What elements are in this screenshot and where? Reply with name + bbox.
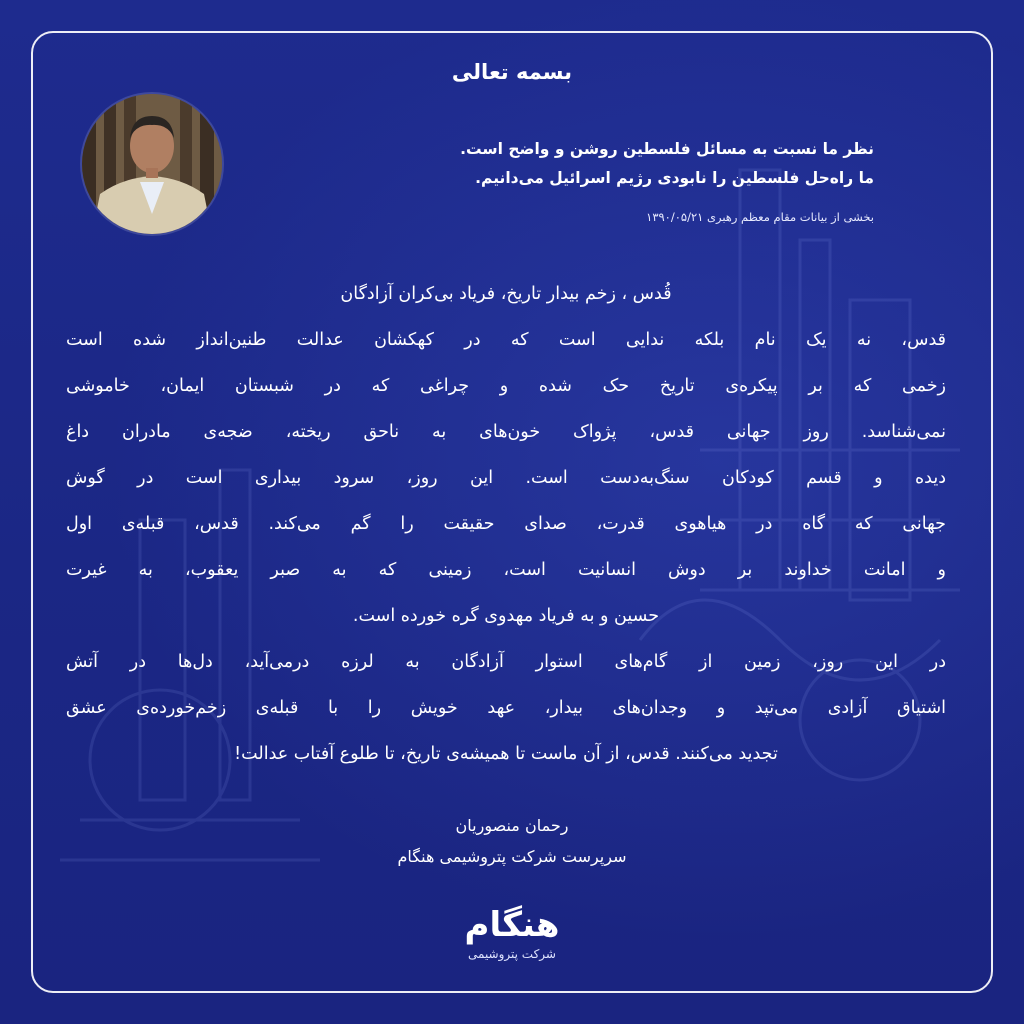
logo-subtitle: شرکت پتروشیمی xyxy=(468,947,556,961)
body-line: و امانت خداوند بر دوش انسانیت است، زمینی که به صبر یعقوب، به غیرت xyxy=(66,560,946,580)
body-heading: قُدس ، زخم بیدار تاریخ، فریاد بی‌کران آزادگان xyxy=(340,284,672,304)
signature-name: رحمان منصوریان xyxy=(455,816,569,835)
body-line: دیده و قسم کودکان سنگ‌به‌دست است. این روز، سرود بیداری است در گوش xyxy=(66,468,946,488)
quote-source: بخشی از بیانات مقام معظم رهبری ۱۳۹۰/۰۵/۲۱ xyxy=(646,210,874,224)
body-line: جهانی که گاه در هیاهوی قدرت، صدای حقیقت را گم می‌کند. قدس، قبله‌ی اول xyxy=(66,514,946,534)
leader-quote xyxy=(354,135,874,193)
company-logo xyxy=(412,905,612,961)
body-line: تجدید می‌کنند. قدس، از آن ماست تا همیشه‌ی تاریخ، تا طلوع آفتاب عدالت! xyxy=(234,744,778,764)
signature-title: سرپرست شرکت پتروشیمی هنگام xyxy=(397,847,627,866)
avatar xyxy=(82,94,222,234)
quote-line: ما راه‌حل فلسطین را نابودی رژیم اسرائیل می‌دانیم. xyxy=(475,169,874,187)
body-line: حسین و به فریاد مهدوی گره خورده است. xyxy=(352,606,660,626)
quote-line: نظر ما نسبت به مسائل فلسطین روشن و واضح است. xyxy=(460,140,874,158)
body-line: قدس، نه یک نام بلکه ندایی است که در کهکشان عدالت طنین‌انداز شده است xyxy=(66,330,946,350)
body-line: اشتیاق آزادی می‌تپد و وجدان‌های بیدار، عهد خویش را با قبله‌ی زخم‌خورده‌ی عشق xyxy=(66,698,946,718)
body-line: نمی‌شناسد. روز جهانی قدس، پژواک خون‌های به ناحق ریخته، ضجه‌ی مادران داغ xyxy=(66,422,946,442)
body-line: زخمی که بر پیکره‌ی تاریخ حک شده و چراغی که در شبستان ایمان، خاموشی xyxy=(66,376,946,396)
logo-wordmark: هنگام xyxy=(464,905,560,945)
portrait-icon xyxy=(82,94,222,234)
body-line: در این روز، زمین از گام‌های استوار آزادگان به لرزه درمی‌آید، دل‌ها در آتش xyxy=(66,652,946,672)
header-title: بسمه تعالی xyxy=(451,60,573,84)
message-body xyxy=(66,271,946,777)
